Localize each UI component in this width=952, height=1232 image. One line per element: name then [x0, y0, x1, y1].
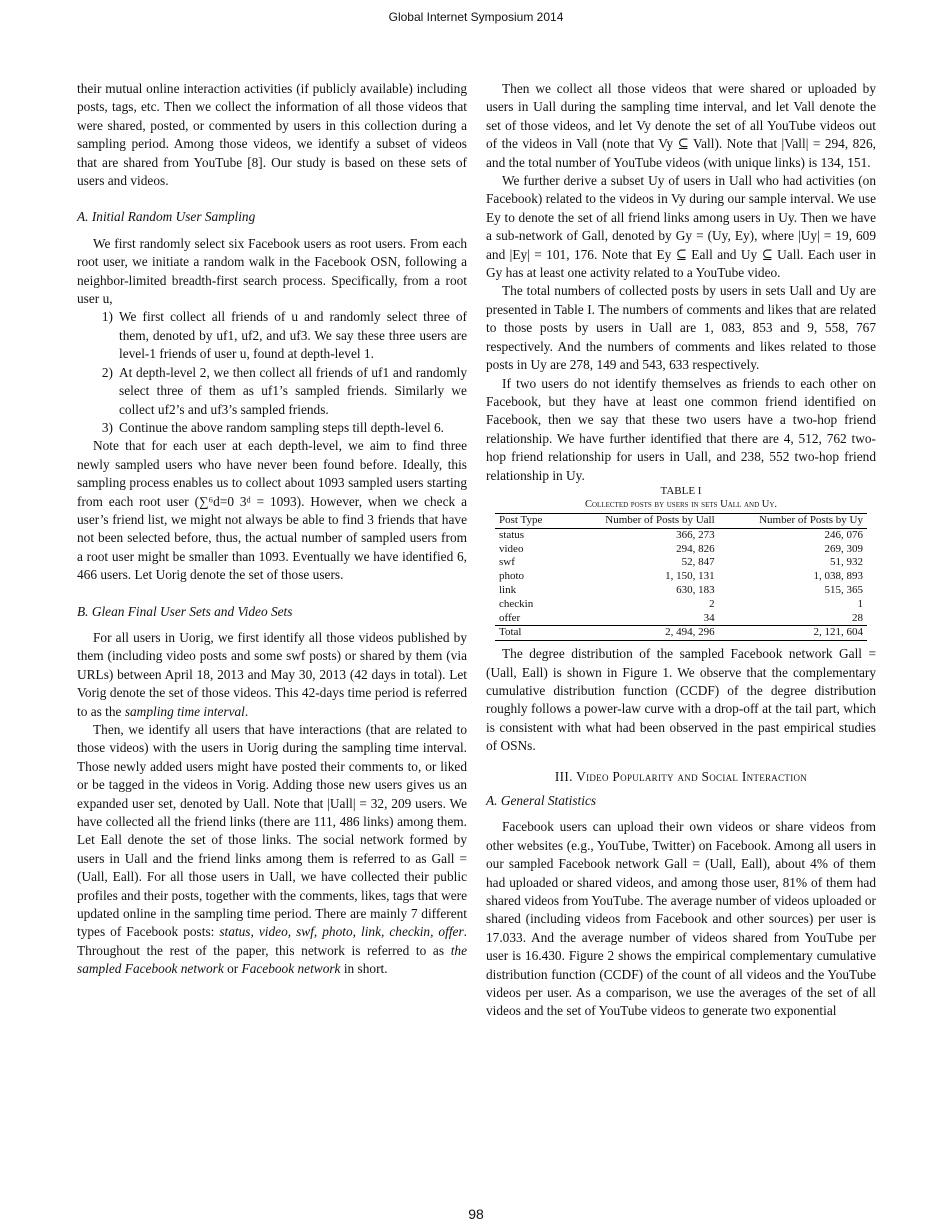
paragraph-general-statistics: Facebook users can upload their own videos or share videos from other websites (e.g., YouTube, Twitter) on Facebook. Among all users in our sampled Facebook network Gall = (Uall, Eall), about 4% of them had uploaded or shared videos, and among those user, 81% of them had shared videos from YouTube. The average number of videos uploaded or shared (including videos from Facebook and other sources) per user is 17.033. And the average number of videos shared from YouTube per user is 16.430. Figure 2 shows the empirical complementary cumulative distribution function (CCDF) of the count of all videos and the YouTube videos per user. As a comparison, we use the averages of the set of all videos and the set of YouTube videos to generate two exponential [486, 819, 876, 1019]
table-total-row [495, 626, 867, 641]
posts-table [495, 513, 867, 641]
paragraph-two-hop: If two users do not identify themselves as friends to each other on Facebook, but they have at least one common friend identified on Facebook, then we say that these two users have a two-hop friend relationship. We have further identified that there are 4, 512, 762 two-hop friend relationship for users in Uall, and 238, 552 two-hop friend relationship in Uy. [486, 375, 876, 483]
table-row [495, 528, 867, 542]
list-item [77, 419, 467, 437]
table-cell: 294, 826 [676, 542, 715, 555]
list-item [77, 364, 467, 419]
list-number: 3) [101, 419, 113, 435]
paragraph-youtube-subset: We further derive a subset Uy of users in Uall who had activities (on Facebook) related to the videos in Vy during our sample interval. We use Ey to denote the set of all friend links among users in Uy. Then we have a sub-network of Gall, denoted by Gy = (Uy, Ey), where |Uy| = 19, 609 and |Ey| = 101, 176. Note that Ey ⊆ Eall and Uy ⊆ Uall. Each user in Gy has at least one activity related to a YouTube video. [486, 173, 876, 281]
table-cell: 366, 273 [676, 528, 715, 541]
table-cell: 515, 365 [824, 583, 863, 596]
sampling-steps-list [77, 308, 467, 437]
emphasis: Facebook network [241, 961, 341, 977]
page-number: 98 [468, 1206, 484, 1222]
table-cell: 28 [719, 612, 867, 626]
table-cell: swf [499, 556, 515, 569]
table-cell: 246, 076 [824, 528, 863, 541]
table-cell: photo [499, 570, 525, 583]
table-cell: 1, 038, 893 [813, 570, 863, 583]
table-cell: 34 [563, 612, 719, 626]
table-cell: 51, 932 [830, 556, 863, 569]
section-iii-heading: III. Video Popularity and Social Interaction [554, 768, 808, 784]
paragraph-degree-distribution: The degree distribution of the sampled Facebook network Gall = (Uall, Eall) is shown in Figure 1. We observe that the complementary cumulative distribution function (CCDF) of the degree distribution roughly follows a power-law curve with a drop-off at the tail part, which is consistent with what had been observed in the past empirical studies of OSNs. [486, 646, 876, 754]
table-cell: 1, 150, 131 [665, 570, 715, 583]
text-run: or [223, 961, 242, 977]
text-run: in short. [340, 961, 388, 977]
paragraph-post-totals: The total numbers of collected posts by users in sets Uall and Uy are presented in Table I. The numbers of comments and likes that are related to those posts by users in Uall are 1, 083, 853 and 9, 558, 767 respectively. And the numbers of comments and likes related to those posts in Uy are 278, 149 and 543, 633 respectively. [486, 283, 876, 373]
table-row [495, 570, 867, 584]
section-b-heading: B. Glean Final User Sets and Video Sets [77, 603, 293, 619]
paragraph-video-collection: Then we collect all those videos that were shared or uploaded by users in Uall during the sampling time interval, and let Vall denote the set of those videos, and let Vy denote the set of all YouTube videos out of the videos in Vall (note that Vy ⊆ Vall). Note that |Vall| = 294, 826, and the total number of YouTube videos (with unique links) is 134, 151. [486, 81, 876, 170]
running-header: Global Internet Symposium 2014 [388, 10, 564, 24]
list-text: At depth-level 2, we then collect all friends of uf1 and randomly select three of them as uf1’s sampled friends. Similarly we collect uf2’s and uf3’s sampled friends. [119, 364, 467, 417]
list-item [77, 308, 467, 363]
table-cell: video [499, 542, 524, 555]
column-header: Post Type [499, 513, 543, 526]
list-text: We first collect all friends of u and randomly select three of them, denoted by uf1, uf2, and uf3. We say these three users are level-1 friends of user u, found at depth-level 1. [119, 309, 467, 362]
table-cell: Total [499, 626, 522, 639]
table-row [495, 612, 867, 626]
text-run: . [244, 703, 249, 719]
paragraph-sampling: We first randomly select six Facebook users as root users. From each root user, we initiate a random walk in the Facebook OSN, following a neighbor-limited breadth-first search process. Specifically, from a root user u, [77, 235, 467, 307]
paragraph-intro: their mutual online interaction activities (if publicly available) including posts, tags, etc. Then we collect the information of all those videos that were shared, posted, or commented by users in this collection during a sampling period. Among those videos, we identify a subset of videos that are shared from YouTube [8]. Our study is based on these sets of users and videos. [77, 81, 467, 189]
table-caption: Collected posts by users in sets Uall and Uy. [584, 498, 778, 510]
table-row [495, 556, 867, 570]
table-cell: offer [495, 612, 563, 626]
text-run: . Throughout the rest of the paper, this network is referred to as [77, 924, 467, 958]
list-text: Continue the above random sampling steps till depth-level 6. [119, 419, 445, 435]
text-run: For all users in Uorig, we first identify all those videos published by them (including video posts and some swf posts) or shared by them (via URLs) between April 18, 2013 and May 30, 2013 (42 days in total). Let Vorig denote the set of those videos. This 42-days time period is referred to as the [77, 629, 467, 719]
table-row [495, 584, 867, 598]
section-a-heading: A. Initial Random User Sampling [77, 209, 256, 225]
emphasis: the sampled Facebook network [77, 942, 467, 977]
emphasis: sampling time interval [124, 703, 245, 719]
table-cell: status [499, 528, 525, 541]
column-header: Number of Posts by Uy [759, 513, 863, 526]
left-column [77, 80, 467, 979]
paragraph-video-sets [77, 629, 467, 721]
table-cell: 52, 847 [681, 556, 715, 569]
text-run: Then, we identify all users that have interactions (that are related to those videos) with the users in Uorig during the sampling time interval. Those newly added users might have posted their comments to, or liked or be tagged in the videos in Vorig. Adding those new users gives us an expanded user set, denoted by Uall. Note that |Uall| = 32, 209 users. We have collected all the friend links (there are 111, 486 links) among them. Let Eall denote the set of those links. The social network formed by users in Uall and the friend links among them is referred to as Gall = (Uall, Eall). For all those users in Uall, we have collected their public profiles and their posts, together with the comments, likes, tags that were updated online in the sampling time period. There are mainly 7 different types of Facebook posts: [77, 722, 467, 940]
table-cell: checkin [499, 597, 534, 610]
paragraph-user-sets [77, 721, 467, 979]
table-cell: 2, 121, 604 [813, 626, 863, 639]
table-cell: 630, 183 [676, 583, 715, 596]
table-cell: link [499, 583, 517, 596]
paragraph-sampling-note: Note that for each user at each depth-level, we aim to find three newly sampled users who have never been found before. Ideally, this sampling process enables us to collect about 1093 sampled users starting from each root user (∑⁶d=0 3ᵈ = 1093). However, when we check a user’s friend list, we might not always be able to find 3 friends that have not been selected before, thus, the actual number of sampled users from a root user might be smaller than 1093. Eventually we have identified 6, 466 users. Let Uorig denote the set of those users. [77, 438, 467, 583]
table-row [495, 543, 867, 557]
column-header: Number of Posts by Uall [605, 513, 715, 526]
table-header-row [495, 513, 867, 528]
table-row [495, 598, 867, 612]
emphasis: status, video, swf, photo, link, checkin, offer [219, 924, 464, 940]
table-cell: 269, 309 [824, 542, 863, 555]
table-cell: 2, 494, 296 [665, 626, 715, 639]
right-column [486, 80, 876, 1021]
table-label: TABLE I [660, 484, 702, 497]
table-cell: 1 [857, 597, 863, 610]
list-number: 1) [101, 309, 113, 325]
section-iii-a-heading: A. General Statistics [486, 792, 597, 808]
list-number: 2) [101, 364, 113, 380]
table-cell: 2 [709, 597, 715, 610]
